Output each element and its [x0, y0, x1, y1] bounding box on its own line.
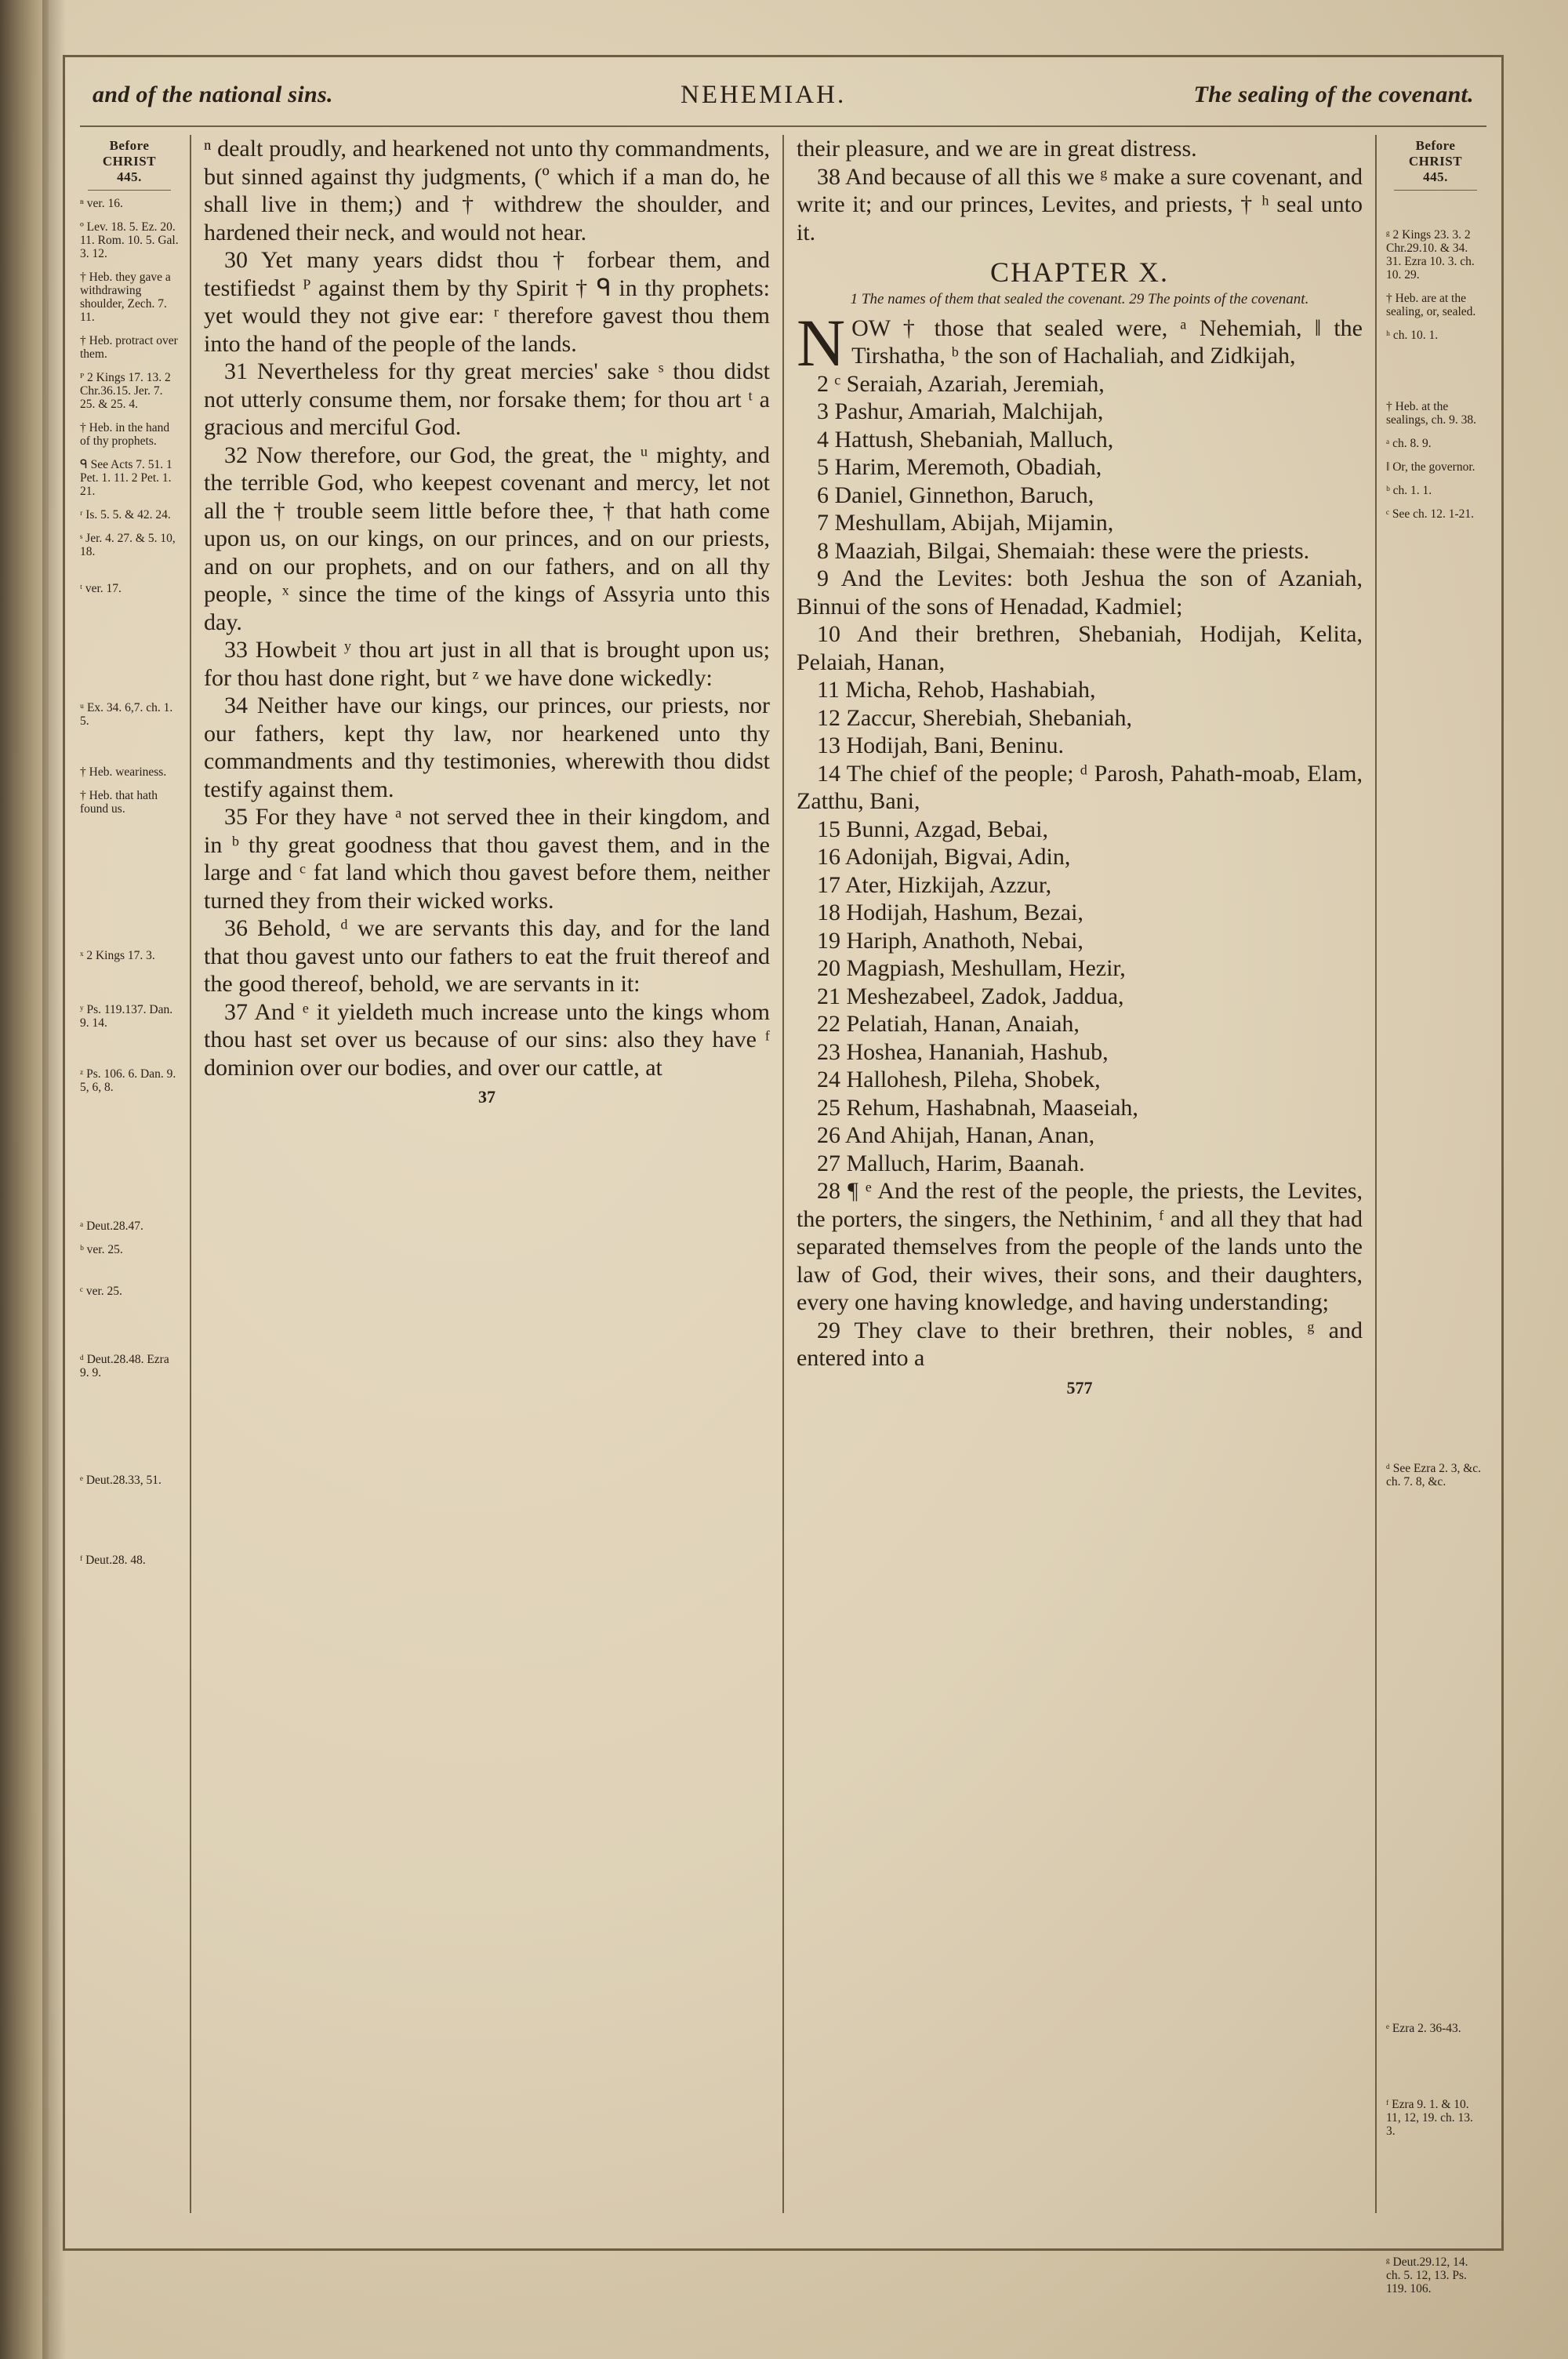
drop-cap: N — [797, 304, 846, 380]
note-item: ᶜ ver. 25. — [80, 1285, 122, 1298]
verse-paragraph: 18 Hodijah, Hashum, Bezai, — [817, 900, 1083, 925]
right-text-column — [789, 135, 1370, 2213]
note-item: † Heb. they gave a withdrawing shoulder, Zech. 7. 11. — [80, 271, 171, 324]
right-date-line2: CHRIST — [1408, 154, 1463, 169]
verse-paragraph: 28 ¶ ᵉ And the rest of the people, the priests, the Levites, the porters, the singers, the Nethinim, ᶠ and all they that had separated themselves from the people of the lands unto the law of God, their wives, their sons, and their daughters, every one having knowledge, and having understanding; — [797, 1178, 1363, 1315]
verse-paragraph: 21 Meshezabeel, Zadok, Jaddua, — [817, 983, 1124, 1009]
verse-paragraph: 23 Hoshea, Hananiah, Hashub, — [817, 1038, 1109, 1065]
right-date-heading — [1386, 138, 1485, 185]
verse-paragraph: 26 And Ahijah, Hanan, Anan, — [817, 1122, 1095, 1148]
verse-paragraph: 36 Behold, ᵈ we are servants this day, and for the land that thou gavest unto our fathers to eat the fruit thereof and the good thereof, behold, we are servants in it: — [204, 915, 770, 997]
verse-paragraph: 34 Neither have our kings, our princes, our priests, nor our fathers, kept thy law, nor hearkened unto thy commandments and thy testimonies, wherewith thou didst testify against them. — [204, 692, 770, 802]
note-item: ᵗ ver. 17. — [80, 582, 122, 595]
verse-paragraph: 15 Bunni, Azgad, Bebai, — [817, 816, 1048, 842]
note-item: ᵉ Deut.28.33, 51. — [80, 1474, 162, 1487]
verse-paragraph: 29 They clave to their brethren, their nobles, ᵍ and entered into a — [797, 1317, 1363, 1371]
verse-paragraph: 2 ᶜ Seraiah, Azariah, Jeremiah, — [817, 370, 1105, 397]
note-item: ˢ Jer. 4. 27. & 5. 10, 18. — [80, 532, 176, 558]
left-marginal-notes — [75, 135, 185, 2213]
note-item: † Heb. that hath found us. — [80, 789, 158, 816]
left-text-column — [196, 135, 778, 2213]
note-item: ‖ Or, the governor. — [1386, 460, 1475, 474]
verse-paragraph: 27 Malluch, Harim, Baanah. — [817, 1150, 1085, 1176]
verse-paragraph: their pleasure, and we are in great distress. — [797, 136, 1197, 162]
note-item: ᶠ Deut.28. 48. — [80, 1554, 146, 1567]
verse-paragraph: 37 And ᵉ it yieldeth much increase unto the kings whom thou hast set over us because of our sins: also they have ᶠ dominion over our bodies, and over our cattle, at — [204, 998, 770, 1081]
chapter-heading: CHAPTER X. — [989, 256, 1170, 288]
note-item: ᵃ ch. 8. 9. — [1386, 437, 1432, 450]
column-rule-right — [1375, 135, 1377, 2213]
verse-paragraph: 4 Hattush, Shebaniah, Malluch, — [817, 426, 1114, 453]
verse-paragraph: 16 Adonijah, Bigvai, Adin, — [817, 844, 1071, 870]
page-content — [75, 67, 1491, 2295]
right-date-line1: Before — [1415, 138, 1456, 153]
verse-paragraph: 6 Daniel, Ginnethon, Baruch, — [817, 482, 1094, 508]
note-item: ˣ 2 Kings 17. 3. — [80, 949, 155, 962]
verse-paragraph: 17 Ater, Hizkijah, Azzur, — [817, 871, 1052, 898]
note-item: ᵃ Deut.28.47. — [80, 1219, 143, 1233]
note-item: ᵍ 2 Kings 23. 3. 2 Chr.29.10. & 34. 31. Ezra 10. 3. ch. 10. 29. — [1386, 228, 1475, 282]
chapter-argument: 1 The names of them that sealed the covenant. 29 The points of the covenant. — [850, 290, 1309, 307]
note-item: † Heb. in the hand of thy prophets. — [80, 421, 170, 448]
note-item: ᵈ Deut.28.48. Ezra 9. 9. — [80, 1353, 169, 1379]
note-item: † Heb. at the sealings, ch. 9. 38. — [1386, 400, 1476, 427]
verse-paragraph: 33 Howbeit ʸ thou art just in all that is brought upon us; for thou hast done right, but ᶻ we have done wickedly: — [204, 637, 770, 691]
running-head-left: and of the national sins. — [93, 82, 333, 107]
left-date-line2: CHRIST — [102, 154, 157, 169]
verse-paragraph: 14 The chief of the people; ᵈ Parosh, Pahath-moab, Elam, Zatthu, Bani, — [797, 760, 1363, 814]
note-item: ⁿ ver. 16. — [80, 197, 123, 210]
left-date-line3: 445. — [117, 169, 142, 184]
verse-paragraph: 38 And because of all this we ᵍ make a sure covenant, and write it; and our princes, Levites, and priests, † ʰ seal unto it. — [797, 163, 1363, 245]
running-head-book-title: NEHEMIAH. — [680, 80, 847, 109]
note-item: ᑫ See Acts 7. 51. 1 Pet. 1. 11. 2 Pet. 1. 21. — [80, 458, 172, 498]
running-head-right: The sealing of the covenant. — [1193, 82, 1474, 107]
verse-paragraph: 30 Yet many years didst thou † forbear them, and testifiedst ᴾ against them by thy Spirit † ᑫ in thy prophets: yet would they not give ear: ʳ therefore gavest thou them into the hand of the people of the lands. — [204, 247, 770, 357]
note-item: † Heb. protract over them. — [80, 334, 178, 361]
running-head — [75, 67, 1491, 122]
note-item: º Lev. 18. 5. Ez. 20. 11. Rom. 10. 5. Gal. 3. 12. — [80, 220, 179, 260]
signature-mark: 37 — [478, 1087, 495, 1107]
note-item: ʰ ch. 10. 1. — [1386, 329, 1439, 342]
verse-paragraph: 22 Pelatiah, Hanan, Anaiah, — [817, 1011, 1080, 1037]
verse-paragraph: 8 Maaziah, Bilgai, Shemaiah: these were the priests. — [817, 537, 1310, 564]
left-date-line1: Before — [109, 138, 150, 153]
verse-paragraph: 7 Meshullam, Abijah, Mijamin, — [817, 510, 1114, 536]
page-number: 577 — [1066, 1377, 1093, 1398]
note-item: ᶻ Ps. 106. 6. Dan. 9. 5, 6, 8. — [80, 1067, 176, 1094]
verse-paragraph: 9 And the Levites: both Jeshua the son of Azaniah, Binnui of the sons of Henadad, Kadmiel; — [797, 565, 1363, 620]
verse-paragraph: 5 Harim, Meremoth, Obadiah, — [817, 454, 1102, 480]
right-notes-rule — [1394, 190, 1477, 191]
verse-paragraph: 24 Hallohesh, Pileha, Shobek, — [817, 1067, 1101, 1092]
note-item: ᴾ 2 Kings 17. 13. 2 Chr.36.15. Jer. 7. 25. & 25. 4. — [80, 371, 171, 411]
verse-paragraph: 12 Zaccur, Sherebiah, Shebaniah, — [817, 704, 1132, 731]
verse-paragraph: 20 Magpiash, Meshullam, Hezir, — [817, 955, 1126, 981]
header-rule — [80, 125, 1486, 127]
note-item: ᵘ Ex. 34. 6,7. ch. 1. 5. — [80, 701, 173, 728]
note-item: ᵇ ver. 25. — [80, 1243, 123, 1256]
chapter-opening-verse — [797, 304, 1363, 380]
verse-paragraph: 10 And their brethren, Shebaniah, Hodijah, Kelita, Pelaiah, Hanan, — [797, 621, 1363, 675]
left-date-heading — [80, 138, 179, 185]
verse-paragraph: 19 Hariph, Anathoth, Nebai, — [817, 927, 1083, 954]
note-item: ᶠ Ezra 9. 1. & 10. 11, 12, 19. ch. 13. 3. — [1386, 2098, 1473, 2138]
column-rule-left — [190, 135, 191, 2213]
verse-paragraph: 11 Micha, Rehob, Hashabiah, — [817, 677, 1096, 703]
text-columns — [75, 135, 1491, 2295]
right-marginal-notes — [1381, 135, 1491, 2295]
note-item: ᵍ Deut.29.12, 14. ch. 5. 12, 13. Ps. 119. 106. — [1386, 2255, 1468, 2295]
verse-paragraph: 13 Hodijah, Bani, Beninu. — [817, 732, 1064, 758]
verse-paragraph: 35 For they have ᵃ not served thee in their kingdom, and in ᵇ thy great goodness that thou gavest them, and in the large and ᶜ fat land which thou gavest before them, neither turned they from their wicked works. — [204, 804, 770, 914]
note-item: ᶜ See ch. 12. 1-21. — [1386, 507, 1475, 521]
note-item: ʸ Ps. 119.137. Dan. 9. 14. — [80, 1003, 173, 1030]
note-item: † Heb. are at the sealing, or, sealed. — [1386, 292, 1476, 318]
left-notes-rule — [88, 190, 171, 191]
verse-paragraph: ⁿ dealt proudly, and hearkened not unto thy commandments, but sinned against thy judgments, (º which if a man do, he shall live in them;) and † withdrew the shoulder, and hardened their neck, and would not hear. — [204, 136, 770, 245]
verse-paragraph: 32 Now therefore, our God, the great, the ᵘ mighty, and the terrible God, who keepest covenant and mercy, let not all the † trouble seem little before thee, † that hath come upon us, on our kings, on our princes, and on our priests, and on our prophets, and on our fathers, and on all thy people, ˣ since the time of the kings of Assyria unto this day. — [204, 442, 770, 635]
note-item: ᵉ Ezra 2. 36-43. — [1386, 2022, 1461, 2035]
column-rule-center — [782, 135, 784, 2213]
note-item: † Heb. weariness. — [80, 765, 167, 779]
right-date-line3: 445. — [1423, 169, 1448, 184]
note-item: ʳ Is. 5. 5. & 42. 24. — [80, 508, 171, 522]
facing-page-edge-text — [3, 220, 41, 2102]
note-item: ᵈ See Ezra 2. 3, &c. ch. 7. 8, &c. — [1386, 1462, 1482, 1488]
verse-paragraph: 25 Rehum, Hashabnah, Maaseiah, — [817, 1094, 1138, 1121]
verse-paragraph: OW † those that sealed were, ᵃ Nehemiah, ‖ the Tirshatha, ᵇ the son of Hachaliah, and Zidkijah, — [851, 314, 1363, 369]
verse-paragraph: 3 Pashur, Amariah, Malchijah, — [817, 398, 1104, 424]
verse-paragraph: 31 Nevertheless for thy great mercies' sake ˢ thou didst not utterly consume them, nor forsake them; for thou art ᵗ a gracious and merciful God. — [204, 358, 770, 440]
note-item: ᵇ ch. 1. 1. — [1386, 484, 1432, 497]
